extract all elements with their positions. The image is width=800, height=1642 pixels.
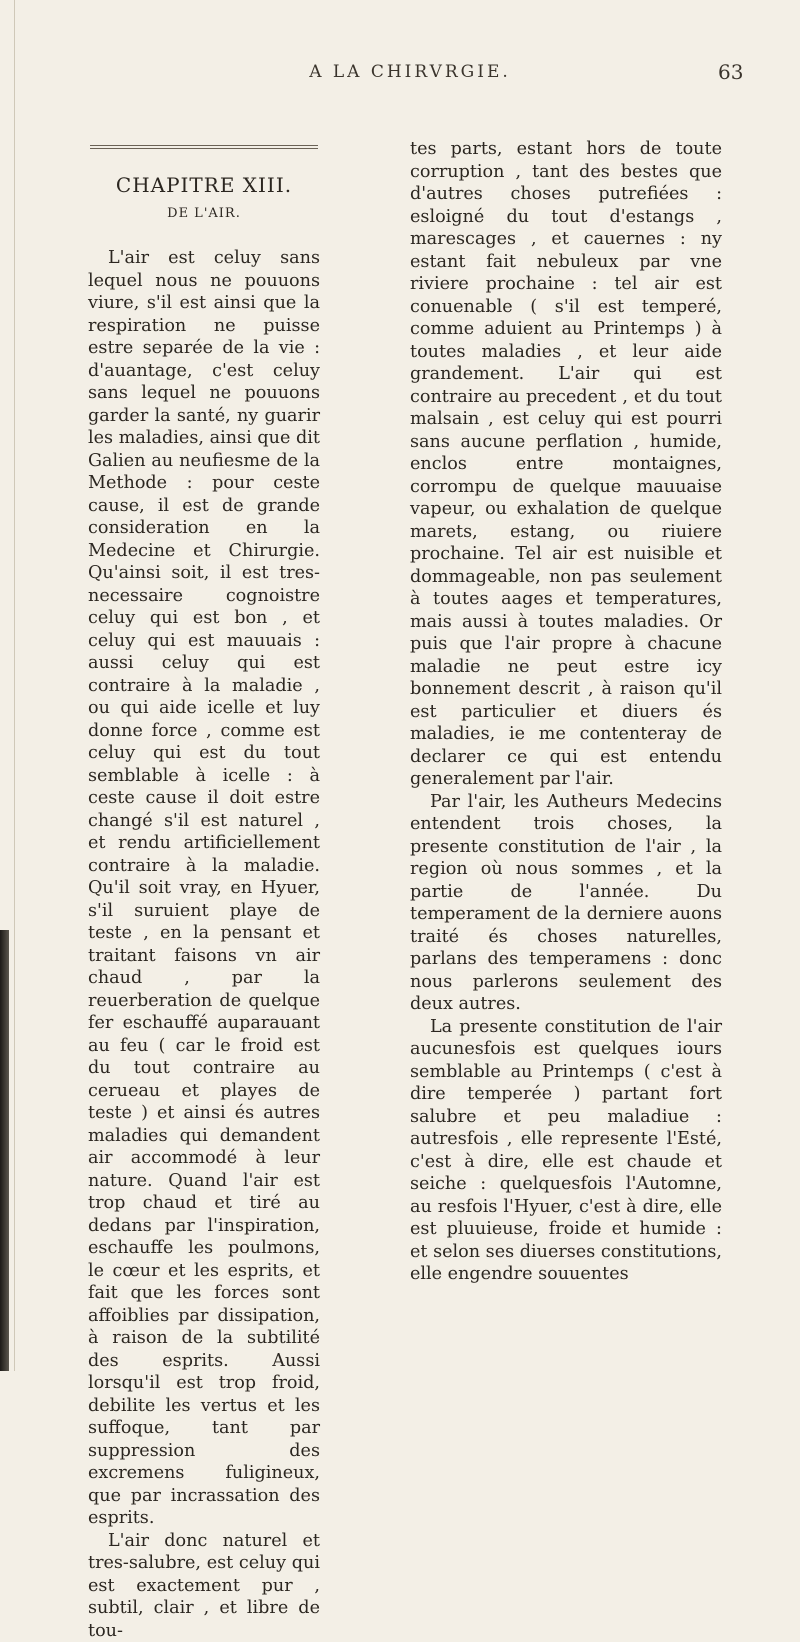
right-paragraph-1: tes parts, estant hors de toute corruption , tant des bestes que d'autres choses putrefiées : esloigné du tout d'estangs , marescages , et cauernes : ny estant fait nebuleux par vne riviere prochaine : tel air est conuenable ( s'il est temperé, comme aduient au Printemps ) à toutes maladies , et leur aide grandement. L'air qui est contraire au precedent , et du tout malsain , est celuy qui est pourri sans aucune perflation , humide, enclos entre montaignes, corrompu de quelque mauuaise vapeur, ou exhalation de quelque marets, estang, ou riuiere prochaine. Tel air est nuisible et dommageable, non pas seulement à toutes aages et temperatures, mais aussi à toutes maladies. Or puis que l'air propre à chacune maladie ne peut estre icy bonnement descrit , à raison qu'il est particulier et diuers és maladies, ie me contenteray de declarer ce qui est entendu generalement par l'air.: [410, 138, 722, 791]
chapter-rule: [90, 145, 318, 149]
left-paragraph-2: L'air donc naturel et tres-salubre, est celuy qui est exactement pur , subtil, clair , et libre de tou-: [88, 1530, 320, 1642]
running-head: A LA CHIRVRGIE.: [200, 62, 620, 82]
chapter-title: CHAPITRE XIII.: [88, 174, 320, 197]
left-column: [88, 170, 320, 1642]
left-paragraph-1: L'air est celuy sans lequel nous ne pouuons viure, s'il est ainsi que la respiration ne puisse estre separée de la vie : d'auantage, c'est celuy sans lequel ne pouuons garder la santé, ny guarir les maladies, ainsi que dit Galien au neufiesme de la Methode : pour ceste cause, il est de grande consideration en la Medecine et Chirurgie. Qu'ainsi soit, il est tres-necessaire cognoistre celuy qui est bon , et celuy qui est mauuais : aussi celuy qui est contraire à la maladie , ou qui aide icelle et luy donne force , comme est celuy qui est du tout semblable à icelle : à ceste cause il doit estre changé s'il est naturel , et rendu artificiellement contraire à la maladie. Qu'il soit vray, en Hyuer, s'il suruient playe de teste , en la pensant et traitant faisons vn air chaud , par la reuerberation de quelque fer eschauffé auparauant au feu ( car le froid est du tout contraire au cerueau et playes de teste ) et ainsi és autres maladies qui demandent air accommodé à leur nature. Quand l'air est trop chaud et tiré au dedans par l'inspiration, eschauffe les poulmons, le cœur et les esprits, et fait que les forces sont affoiblies par dissipation, à raison de la subtilité des esprits. Aussi lorsqu'il est trop froid, debilite les vertus et les suffoque, tant par suppression des excremens fuligineux, que par incrassation des esprits.: [88, 247, 320, 1530]
chapter-subtitle: DE L'AIR.: [88, 203, 320, 226]
book-spine-edge: [0, 930, 9, 1371]
right-paragraph-2: Par l'air, les Autheurs Medecins entendent trois choses, la presente constitution de l'air , la region où nous sommes , et la partie de l'année. Du temperament de la derniere auons traité és choses naturelles, parlans des temperamens : donc nous parlerons seulement des deux autres.: [410, 791, 722, 1016]
page-header: [0, 62, 800, 102]
page-margin-line: [14, 0, 15, 1371]
page-number: 63: [718, 60, 743, 84]
right-column: [410, 138, 722, 1286]
right-paragraph-3: La presente constitution de l'air aucunesfois est quelques iours semblable au Printemps ( c'est à dire temperée ) partant fort salubre et peu maladiue : autresfois , elle represente l'Esté, c'est à dire, elle est chaude et seiche : quelquesfois l'Automne, au resfois l'Hyuer, c'est à dire, elle est pluuieuse, froide et humide : et selon ses diuerses constitutions, elle engendre souuentes: [410, 1016, 722, 1286]
